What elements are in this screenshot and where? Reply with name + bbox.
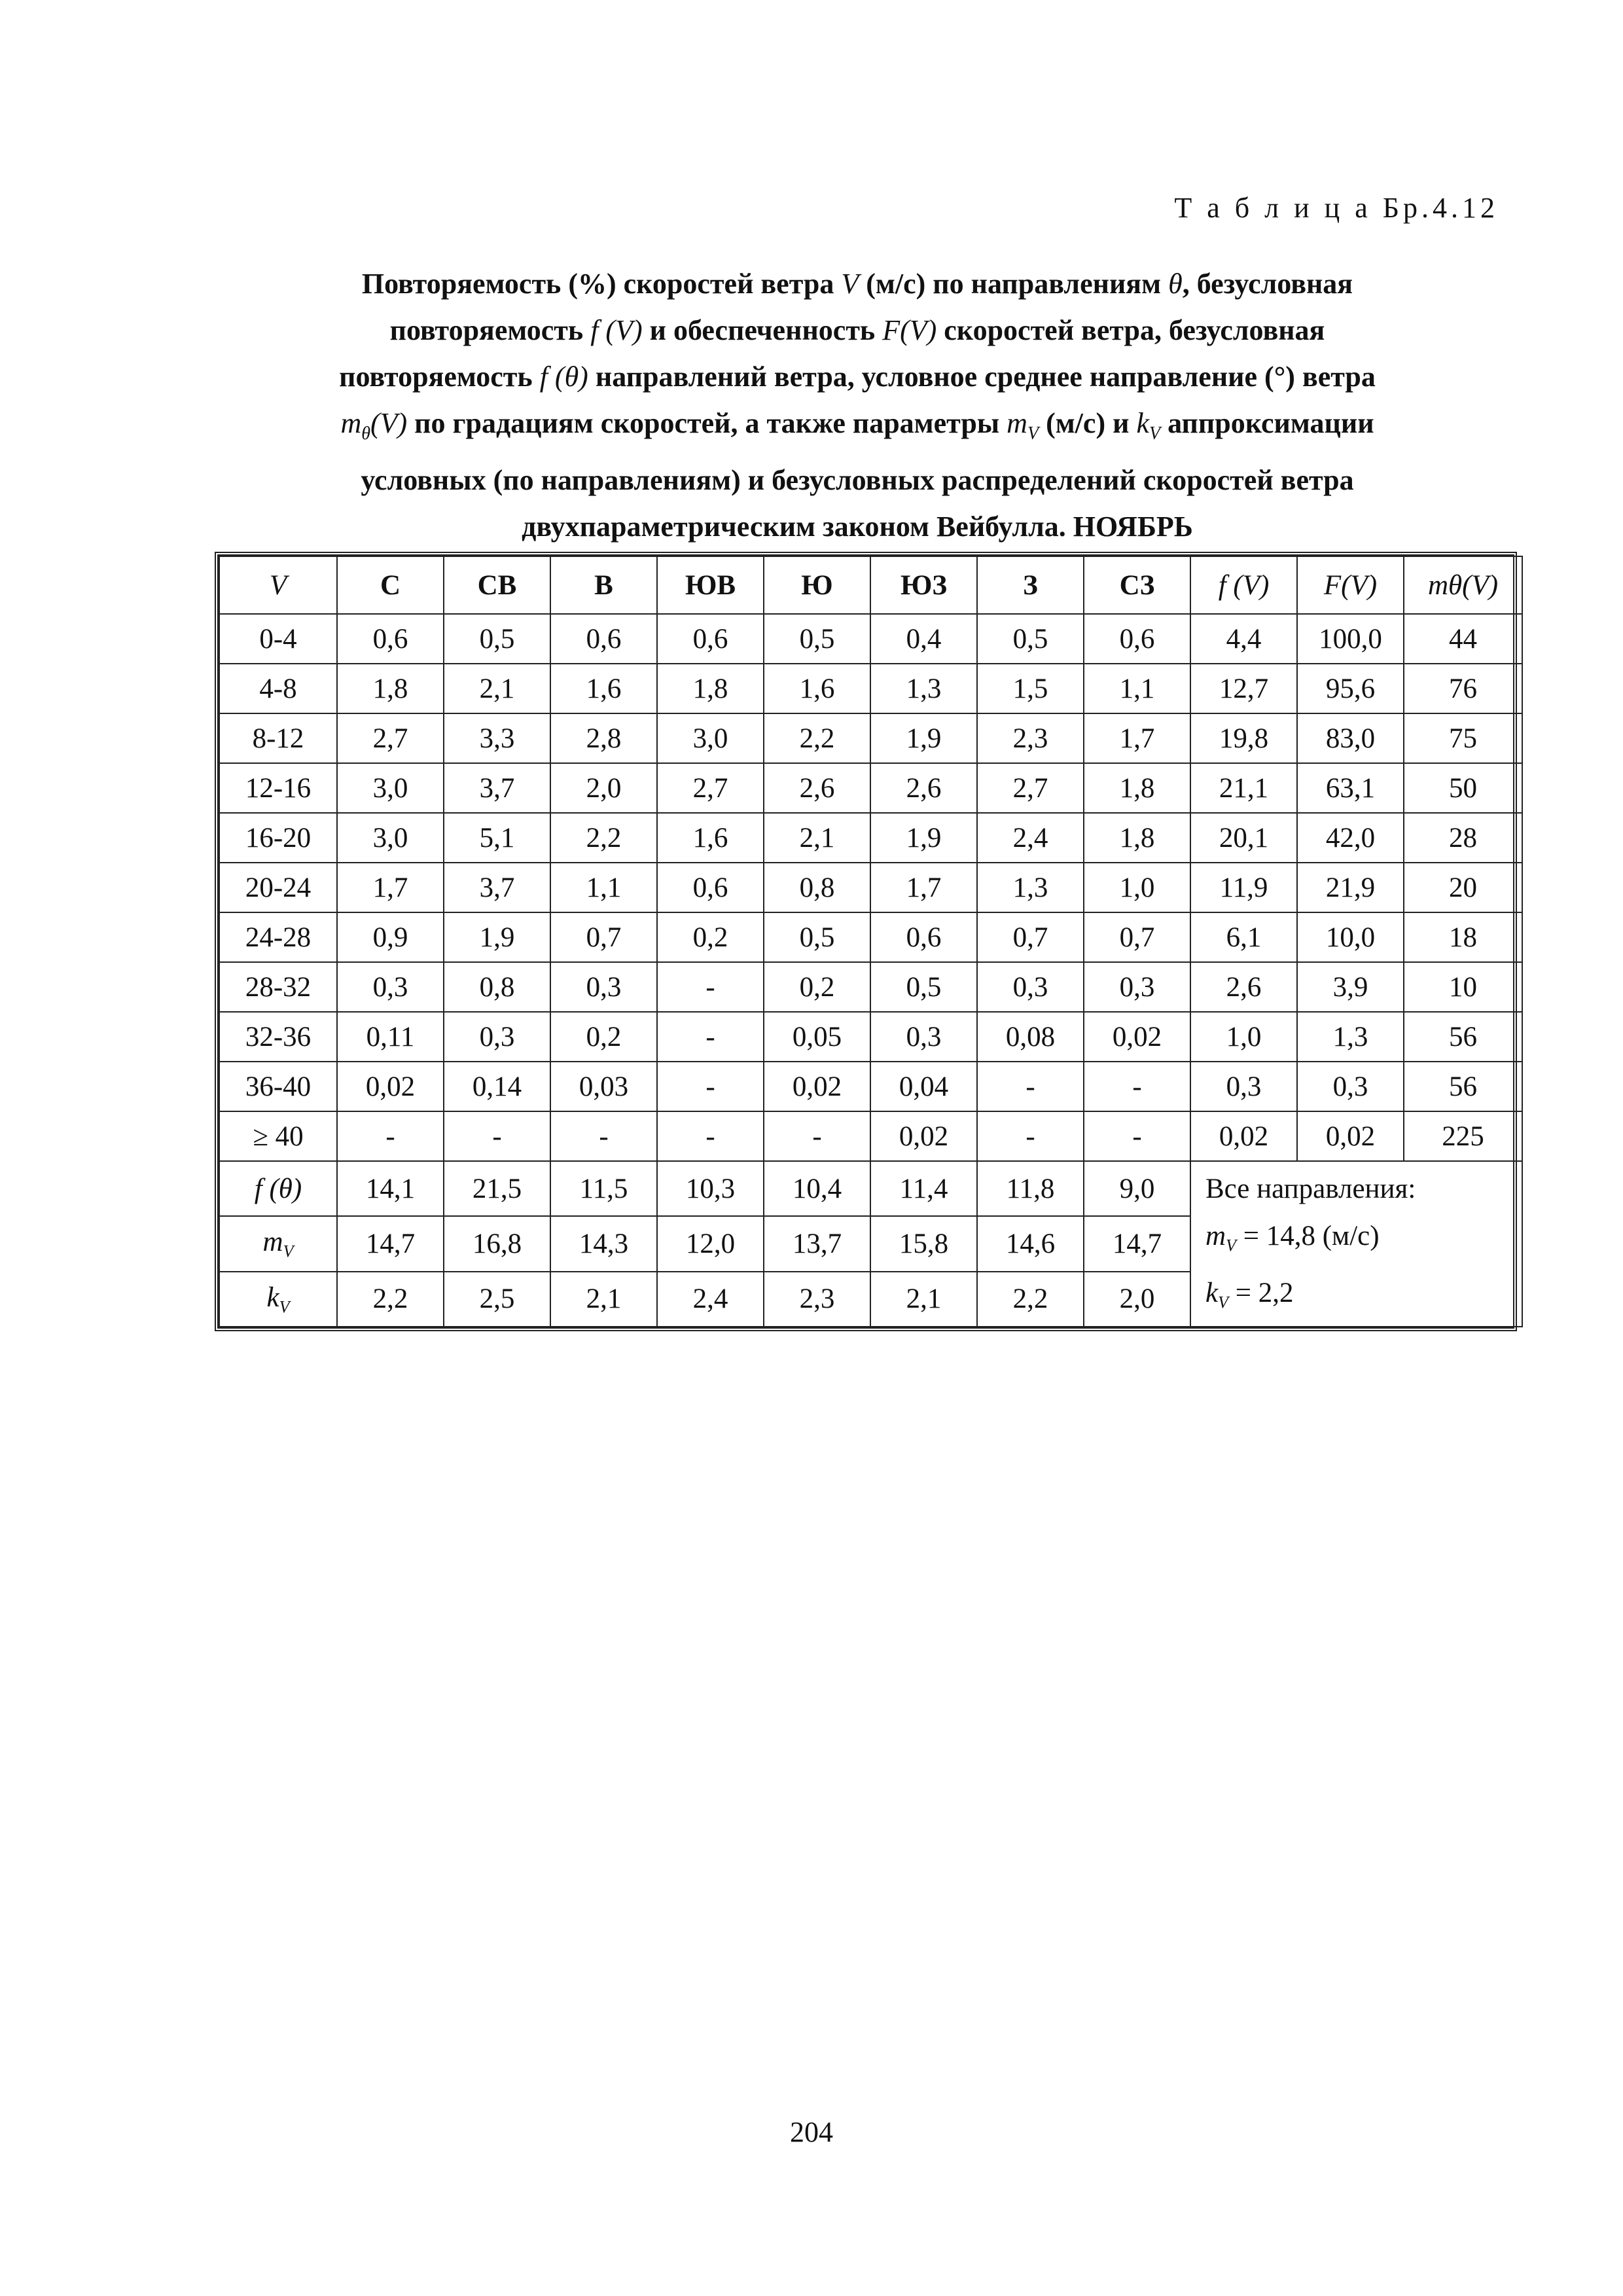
table-cell: 2,6 [870,763,977,813]
column-header: З [977,556,1084,614]
table-cell: 1,9 [444,912,550,962]
table-cell: 0,7 [977,912,1084,962]
table-cell: 21,5 [444,1161,550,1216]
table-cell: 2,0 [1084,1272,1190,1327]
table-cell: 0,6 [337,614,444,664]
table-cell: 1,8 [657,664,764,713]
table-cell: 1,9 [870,813,977,863]
table-cell: 0,05 [764,1012,870,1062]
table-cell: 1,8 [337,664,444,713]
table-cell: 0,5 [764,614,870,664]
table-cell: 10 [1404,962,1522,1012]
table-cell: 2,1 [764,813,870,863]
table-cell: 1,6 [764,664,870,713]
table-cell: 1,7 [1084,713,1190,763]
table-cell: 0,5 [764,912,870,962]
table-cell: 76 [1404,664,1522,713]
table-header-row [219,556,1522,614]
table-row [219,912,1522,962]
table-cell: 0,2 [550,1012,657,1062]
all-directions-summary [1190,1161,1522,1327]
table-cell: 0,02 [337,1062,444,1111]
table-cell: - [444,1111,550,1161]
page-number: 204 [790,2116,833,2148]
title-line-3: повторяемость f (θ) направлений ветра, условное среднее направление (°) ветра [339,361,1376,393]
table-cell: 1,1 [550,863,657,912]
table-cell: 2,3 [764,1272,870,1327]
table-row [219,1062,1522,1111]
row-label: 16-20 [219,813,337,863]
column-header: V [219,556,337,614]
table-cell: 0,6 [657,614,764,664]
table-cell: 11,5 [550,1161,657,1216]
table-cell: 1,9 [870,713,977,763]
column-header: СЗ [1084,556,1190,614]
table-cell: 0,11 [337,1012,444,1062]
table-cell: 2,2 [977,1272,1084,1327]
row-label: $m_V$ [219,1216,337,1271]
table-cell: 2,0 [550,763,657,813]
table-cell: 56 [1404,1012,1522,1062]
table-cell: 10,4 [764,1161,870,1216]
table-cell: 1,5 [977,664,1084,713]
row-label: 24-28 [219,912,337,962]
table-cell: 11,9 [1190,863,1297,912]
table-cell: 2,4 [657,1272,764,1327]
table-cell: 0,8 [764,863,870,912]
table-cell: 3,7 [444,763,550,813]
table-cell: 0,5 [870,962,977,1012]
table-cell: 1,6 [657,813,764,863]
row-label: 12-16 [219,763,337,813]
table-cell: 0,2 [657,912,764,962]
table-cell: 3,9 [1297,962,1404,1012]
table-cell: 28 [1404,813,1522,863]
table-cell: 0,3 [870,1012,977,1062]
table-cell: 3,3 [444,713,550,763]
table-cell: 0,6 [1084,614,1190,664]
table-cell: 2,7 [337,713,444,763]
table-cell: 95,6 [1297,664,1404,713]
table-cell: 1,0 [1084,863,1190,912]
row-label: ≥ 40 [219,1111,337,1161]
table-cell: 2,6 [1190,962,1297,1012]
table-cell: 2,1 [444,664,550,713]
row-label: 8-12 [219,713,337,763]
column-header: С [337,556,444,614]
table-cell: 16,8 [444,1216,550,1271]
summary-kv: $k_V = 2,2$ [1205,1277,1294,1312]
table-cell: - [337,1111,444,1161]
table-cell: 9,0 [1084,1161,1190,1216]
table-title [216,260,1499,550]
table-cell: 2,2 [337,1272,444,1327]
table-cell: 11,4 [870,1161,977,1216]
table-cell: 44 [1404,614,1522,664]
table-cell: 0,3 [1190,1062,1297,1111]
title-line-2: повторяемость f (V) и обеспеченность F(V) скоростей ветра, безусловная [389,314,1325,346]
table-cell: 42,0 [1297,813,1404,863]
table-cell: - [764,1111,870,1161]
title-line-6: двухпараметрическим законом Вейбулла. НОЯБРЬ [522,510,1193,543]
table-cell: 0,02 [1084,1012,1190,1062]
table-cell: 2,2 [764,713,870,763]
table-cell: 0,3 [977,962,1084,1012]
table-cell: 0,03 [550,1062,657,1111]
table-cell: 0,6 [550,614,657,664]
table-cell: 83,0 [1297,713,1404,763]
table-cell: - [657,1111,764,1161]
table-cell: 0,7 [1084,912,1190,962]
table-cell: 50 [1404,763,1522,813]
table-row [219,962,1522,1012]
column-header: f (V) [1190,556,1297,614]
table-cell: 14,1 [337,1161,444,1216]
table-cell: 0,2 [764,962,870,1012]
table-cell: 12,7 [1190,664,1297,713]
column-header: F(V) [1297,556,1404,614]
table-cell: 2,3 [977,713,1084,763]
table-cell: - [657,1012,764,1062]
table-row [219,863,1522,912]
column-header: СВ [444,556,550,614]
table-row [219,713,1522,763]
table-cell: 1,0 [1190,1012,1297,1062]
table-cell: 14,7 [1084,1216,1190,1271]
table-cell: 20,1 [1190,813,1297,863]
table-cell: 2,2 [550,813,657,863]
table-cell: 3,0 [337,763,444,813]
row-label: 36-40 [219,1062,337,1111]
table-cell: 10,0 [1297,912,1404,962]
summary-mv: $m_V = 14,8$ (м/с) [1205,1221,1380,1255]
column-header: Ю [764,556,870,614]
table-cell: 0,3 [1297,1062,1404,1111]
title-line-5: условных (по направлениям) и безусловных распределений скоростей ветра [361,463,1354,496]
table-cell: 0,02 [764,1062,870,1111]
table-cell: 18 [1404,912,1522,962]
table-cell: 20 [1404,863,1522,912]
table-cell: 11,8 [977,1161,1084,1216]
table-cell: 5,1 [444,813,550,863]
table-cell: 1,1 [1084,664,1190,713]
table-cell: 14,7 [337,1216,444,1271]
table-cell: 63,1 [1297,763,1404,813]
table-cell: 100,0 [1297,614,1404,664]
table-row [219,614,1522,664]
column-header: mθ(V) [1404,556,1522,614]
table-cell: 6,1 [1190,912,1297,962]
table-cell: 0,5 [977,614,1084,664]
table-cell: 0,6 [657,863,764,912]
table-cell: 0,02 [1190,1111,1297,1161]
table-cell: 225 [1404,1111,1522,1161]
column-header: ЮВ [657,556,764,614]
table-cell: 14,6 [977,1216,1084,1271]
title-line-4: $m_\theta(V)$ по градациям скоростей, а также параметры $m_V$ (м/с) и $k_V$ аппроксимации [340,407,1374,444]
table-row [219,664,1522,713]
row-label: 28-32 [219,962,337,1012]
table-cell: 75 [1404,713,1522,763]
table-cell: - [1084,1111,1190,1161]
table-cell: 0,4 [870,614,977,664]
table-row [219,1111,1522,1161]
table-cell: 0,3 [444,1012,550,1062]
table-cell: 2,5 [444,1272,550,1327]
column-header: В [550,556,657,614]
table-cell: 10,3 [657,1161,764,1216]
table-cell: - [977,1062,1084,1111]
table-label: Т а б л и ц а Бр.4.12 [1174,192,1499,224]
table-cell: 3,7 [444,863,550,912]
row-label: f (θ) [219,1161,337,1216]
table-row [219,813,1522,863]
table-cell: 0,7 [550,912,657,962]
table-cell: 2,6 [764,763,870,813]
column-header: ЮЗ [870,556,977,614]
table-cell: 3,0 [337,813,444,863]
table-cell: 0,8 [444,962,550,1012]
table-cell: 0,08 [977,1012,1084,1062]
table-row [219,1161,1522,1216]
table-cell: 2,8 [550,713,657,763]
table-cell: 0,3 [550,962,657,1012]
table-cell: 2,1 [870,1272,977,1327]
table-cell: 21,9 [1297,863,1404,912]
row-label: $k_V$ [219,1272,337,1327]
table-cell: 1,8 [1084,763,1190,813]
table-cell: 0,9 [337,912,444,962]
table-cell: 1,6 [550,664,657,713]
table-cell: - [657,962,764,1012]
table-cell: - [657,1062,764,1111]
table-cell: 0,3 [1084,962,1190,1012]
table-row [219,1012,1522,1062]
table-cell: 4,4 [1190,614,1297,664]
table-cell: 13,7 [764,1216,870,1271]
table-cell: 15,8 [870,1216,977,1271]
table-cell: 1,3 [1297,1012,1404,1062]
row-label: 20-24 [219,863,337,912]
row-label: 32-36 [219,1012,337,1062]
table-cell: - [1084,1062,1190,1111]
table-cell: 2,4 [977,813,1084,863]
table-body [219,614,1522,1327]
table-cell: - [977,1111,1084,1161]
table-cell: 0,02 [870,1111,977,1161]
row-label: 4-8 [219,664,337,713]
table-cell: 0,5 [444,614,550,664]
table-cell: 1,3 [977,863,1084,912]
table-cell: 56 [1404,1062,1522,1111]
summary-label: Все направления: [1205,1174,1416,1204]
table-cell: 1,7 [870,863,977,912]
wind-table [215,552,1517,1331]
table-cell: 12,0 [657,1216,764,1271]
table-cell: 0,6 [870,912,977,962]
row-label: 0-4 [219,614,337,664]
table-cell: 2,1 [550,1272,657,1327]
table-cell: - [550,1111,657,1161]
table-cell: 2,7 [657,763,764,813]
table-cell: 1,7 [337,863,444,912]
table-cell: 1,3 [870,664,977,713]
table-cell: 0,02 [1297,1111,1404,1161]
title-line-1: Повторяемость (%) скоростей ветра V (м/с) по направлениям θ, безусловная [361,268,1353,300]
table-cell: 0,04 [870,1062,977,1111]
table-cell: 1,8 [1084,813,1190,863]
table-cell: 0,3 [337,962,444,1012]
table-cell: 2,7 [977,763,1084,813]
table-cell: 19,8 [1190,713,1297,763]
table-cell: 0,14 [444,1062,550,1111]
table-cell: 21,1 [1190,763,1297,813]
table-cell: 14,3 [550,1216,657,1271]
table-cell: 3,0 [657,713,764,763]
table-row [219,763,1522,813]
